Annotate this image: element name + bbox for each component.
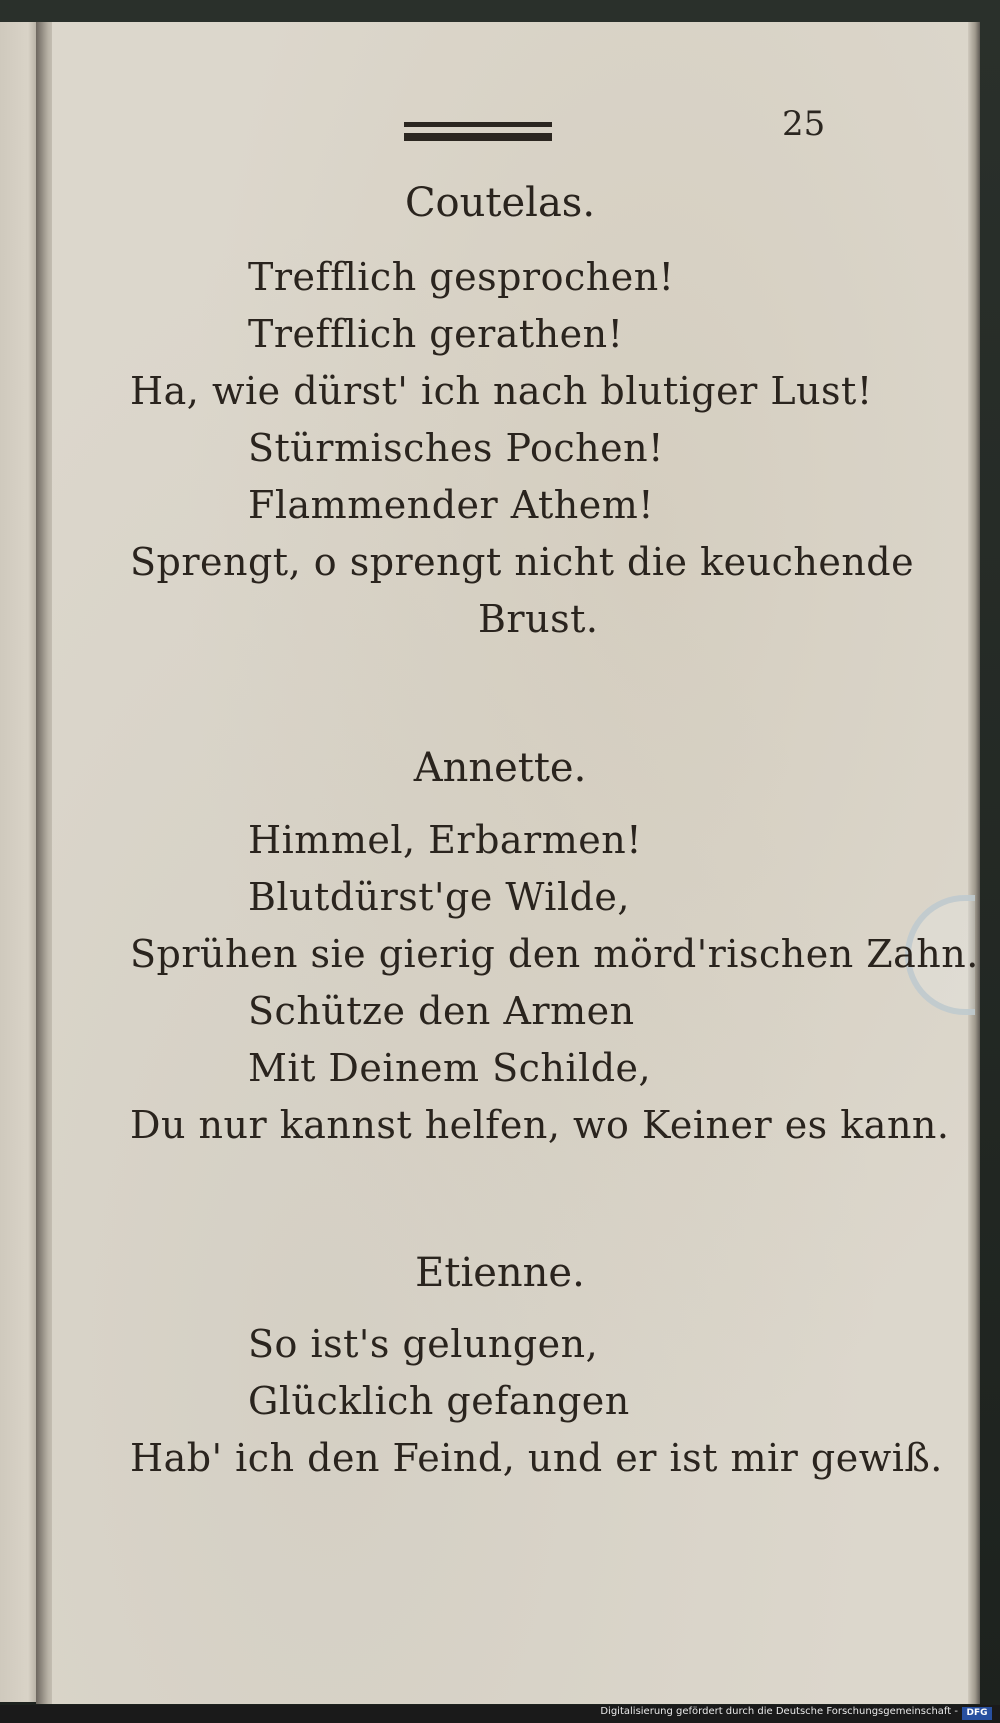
verse-line: Brust.	[478, 597, 599, 641]
verse-line: Sprengt, o sprengt nicht die keuchende	[130, 540, 915, 584]
footer-credit: Digitalisierung gefördert durch die Deutsche Forschungsgemeinschaft -	[600, 1706, 958, 1717]
verse-line: Trefflich gerathen!	[248, 312, 624, 356]
speaker-name: Coutelas.	[404, 180, 596, 226]
verse-line: Blutdürst'ge Wilde,	[248, 875, 630, 919]
facing-page-edge	[0, 22, 40, 1702]
verse-line: Glücklich gefangen	[248, 1379, 630, 1423]
header-rule-thick	[404, 133, 552, 141]
verse-line: Ha, wie dürst' ich nach blutiger Lust!	[130, 369, 873, 413]
verse-line: Sprühen sie gierig den mörd'rischen Zahn.	[130, 932, 979, 976]
verse-line: Du nur kannst helfen, wo Keiner es kann.	[130, 1103, 950, 1147]
verse-line: Schütze den Armen	[248, 989, 635, 1033]
dfg-logo: DFG	[962, 1707, 992, 1720]
speaker-name: Annette.	[413, 745, 587, 791]
verse-line: Himmel, Erbarmen!	[248, 818, 642, 862]
page-number: 25	[782, 104, 826, 144]
verse-line: Flammender Athem!	[248, 483, 655, 527]
header-rule-thin	[404, 122, 552, 127]
verse-line: Trefflich gesprochen!	[248, 255, 675, 299]
verse-line: Mit Deinem Schilde,	[248, 1046, 652, 1090]
speaker-name: Etienne.	[415, 1250, 585, 1296]
verse-line: Hab' ich den Feind, und er ist mir gewiß.	[130, 1436, 943, 1480]
verse-line: So ist's gelungen,	[248, 1322, 599, 1366]
verse-line: Stürmisches Pochen!	[248, 426, 664, 470]
page-right-edge	[968, 22, 980, 1704]
